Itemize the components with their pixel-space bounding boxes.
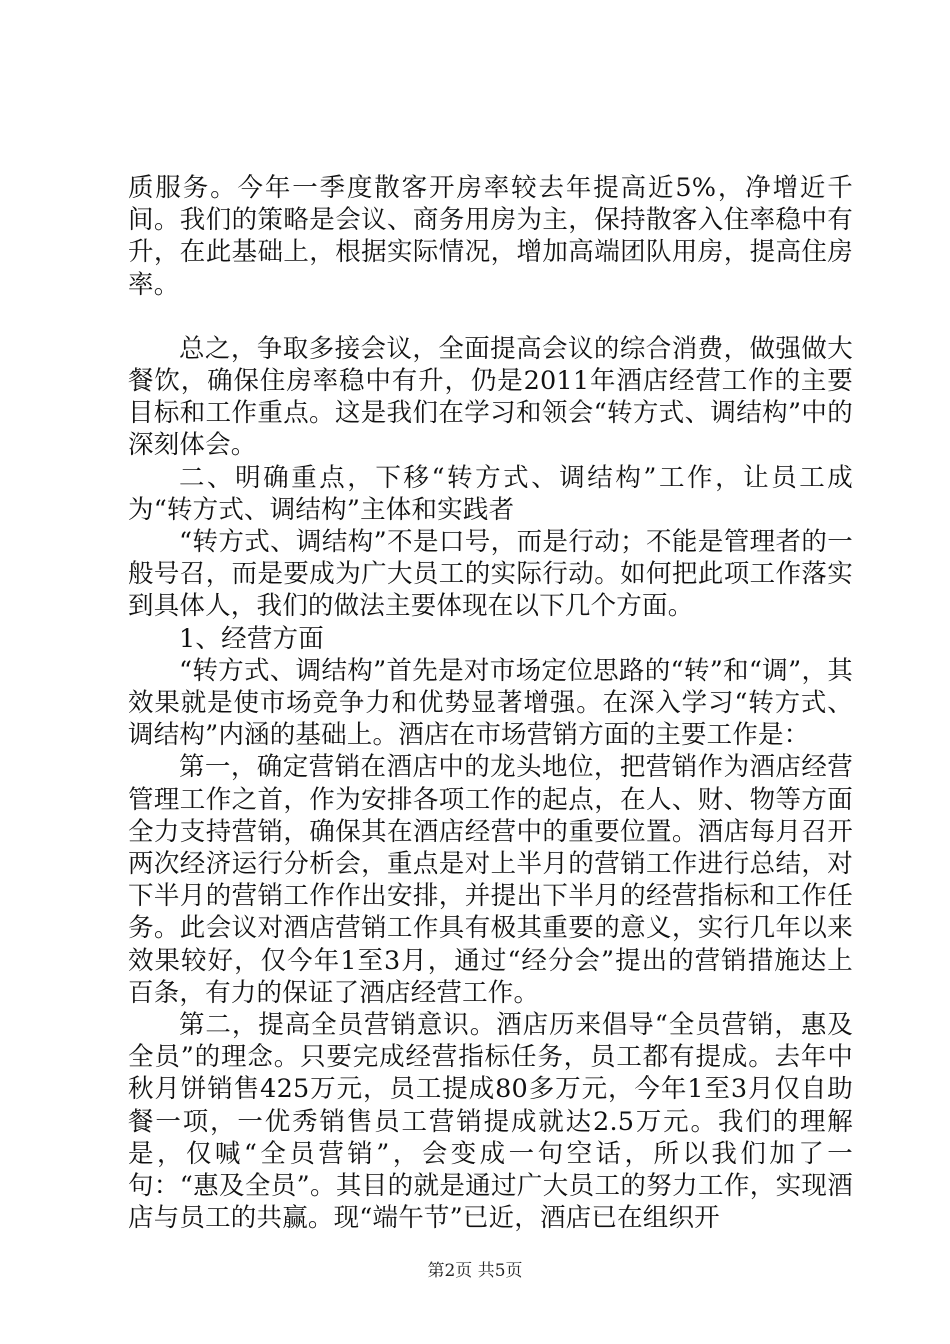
paragraph-market-positioning: “转方式、调结构”首先是对市场定位思路的“转”和“调”，其效果就是使市场竞争力和优势显著增强。在深入学习“转方式、调结构”内涵的基础上。酒店在市场营销方面的主要工作是： bbox=[128, 655, 853, 751]
paragraph-gap bbox=[128, 301, 853, 333]
page-number-footer: 第2页 共5页 bbox=[427, 1261, 523, 1281]
paragraph-second-point: 第二，提高全员营销意识。酒店历来倡导“全员营销，惠及全员”的理念。只要完成经营指标任务，员工都有提成。去年中秋月饼销售425万元，员工提成80多万元，今年1至3月仅自助餐一项，一优秀销售员工营销提成就达2.5万元。我们的理解是，仅喊“全员营销”，会变成一句空话，所以我们加了一句：“惠及全员”。其目的就是通过广大员工的努力工作，实现酒店与员工的共赢。现“端午节”已近，酒店已在组织开 bbox=[128, 1010, 853, 1234]
paragraph-continuation: 质服务。今年一季度散客开房率较去年提高近5%，净增近千间。我们的策略是会议、商务用房为主，保持散客入住率稳中有升，在此基础上，根据实际情况，增加高端团队用房，提高住房率。 bbox=[128, 173, 853, 300]
paragraph-first-point: 第一，确定营销在酒店中的龙头地位，把营销作为酒店经营管理工作之首，作为安排各项工作的起点，在人、财、物等方面全力支持营销，确保其在酒店经营中的重要位置。酒店每月召开两次经济运行分析会，重点是对上半月的营销工作进行总结，对下半月的营销工作作出安排，并提出下半月的经营指标和工作任务。此会议对酒店营销工作具有极其重要的意义，实行几年以来效果较好，仅今年1至3月，通过“经分会”提出的营销措施达上百条，有力的保证了酒店经营工作。 bbox=[128, 752, 853, 1008]
subsection-heading-operations: 1、经营方面 bbox=[179, 623, 324, 654]
paragraph-action: “转方式、调结构”不是口号，而是行动；不能是管理者的一般号召，而是要成为广大员工的实际行动。如何把此项工作落实到具体人，我们的做法主要体现在以下几个方面。 bbox=[128, 527, 853, 622]
section-heading-two: 二、明确重点，下移“转方式、调结构”工作，让员工成为“转方式、调结构”主体和实践者 bbox=[128, 462, 853, 525]
paragraph-summary: 总之，争取多接会议，全面提高会议的综合消费，做强做大餐饮，确保住房率稳中有升，仍是2011年酒店经营工作的主要目标和工作重点。这是我们在学习和领会“转方式、调结构”中的深刻体会。 bbox=[128, 333, 853, 461]
document-body bbox=[128, 172, 853, 1235]
